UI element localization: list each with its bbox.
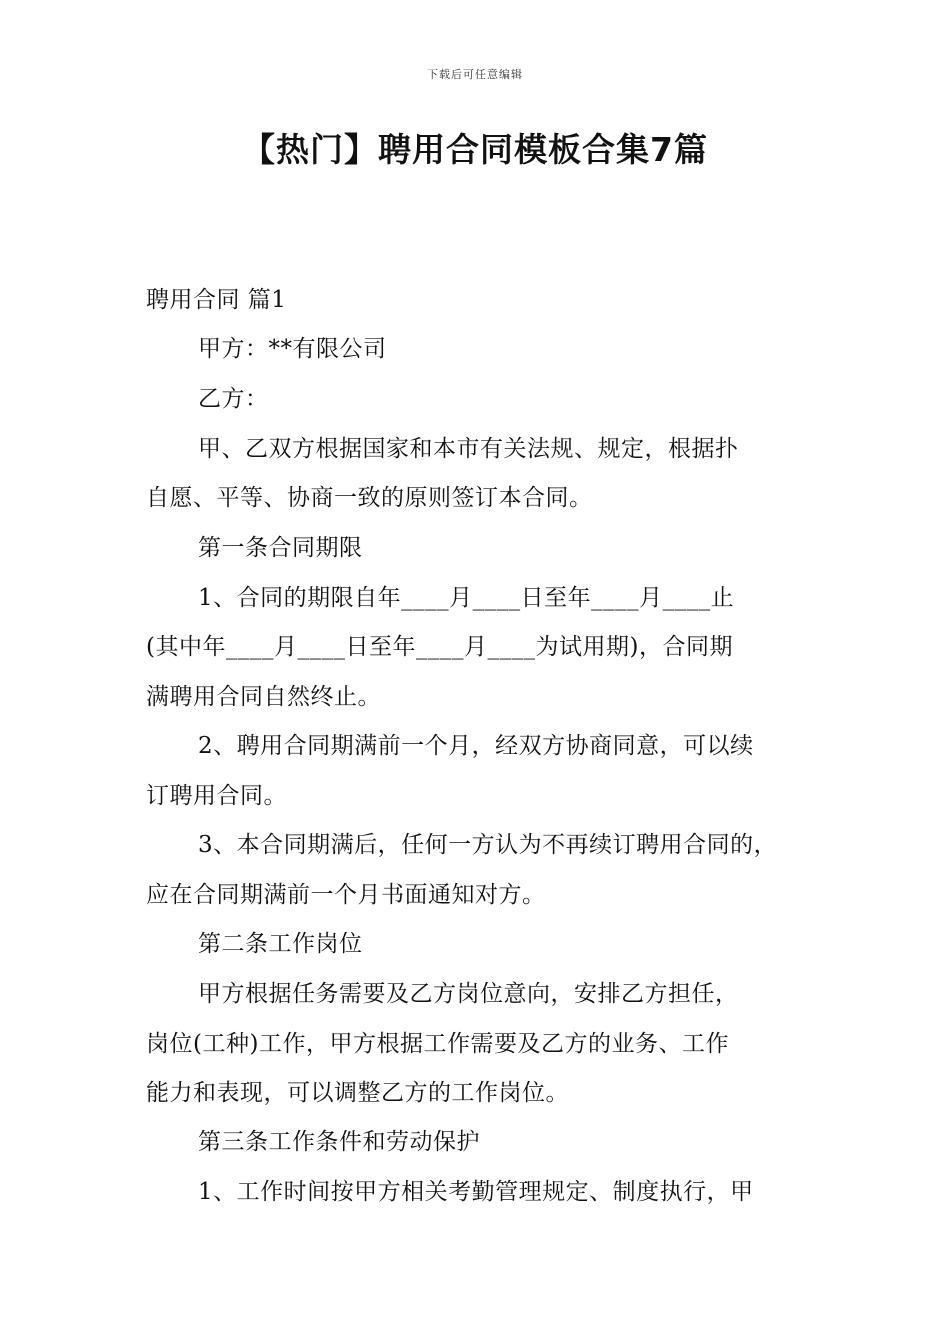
paragraph-line: 2、聘用合同期满前一个月，经双方协商同意，可以续 — [198, 733, 754, 759]
paragraph-line: 甲、乙双方根据国家和本市有关法规、规定，根据扑 — [198, 436, 739, 462]
article-heading: 第二条工作岗位 — [198, 931, 363, 957]
document-title: 【热门】聘用合同模板合集7篇 — [242, 130, 708, 169]
paragraph-line: 满聘用合同自然终止。 — [146, 684, 381, 710]
article-heading: 第一条合同期限 — [198, 535, 363, 561]
paragraph-line: 1、工作时间按甲方相关考勤管理规定、制度执行，甲 — [198, 1179, 754, 1205]
article-heading: 第三条工作条件和劳动保护 — [198, 1129, 480, 1155]
section-heading: 聘用合同 篇1 — [146, 287, 287, 313]
paragraph-line: 岗位(工种)工作，甲方根据工作需要及乙方的业务、工作 — [146, 1031, 729, 1057]
paragraph-line: 1、合同的期限自年____月____日至年____月____止 — [198, 585, 735, 611]
paragraph-line: 自愿、平等、协商一致的原则签订本合同。 — [146, 485, 593, 511]
paragraph-line: (其中年____月____日至年____月____为试用期)，合同期 — [146, 634, 733, 660]
paragraph-line: 甲方根据任务需要及乙方岗位意向，安排乙方担任， — [198, 981, 739, 1007]
party-b-line: 乙方： — [198, 386, 269, 412]
page-header-note: 下载后可任意编辑 — [427, 68, 523, 81]
paragraph-line: 3、本合同期满后，任何一方认为不再续订聘用合同的， — [198, 832, 778, 858]
paragraph-line: 订聘用合同。 — [146, 783, 287, 809]
party-a-line: 甲方：**有限公司 — [198, 336, 387, 362]
paragraph-line: 应在合同期满前一个月书面通知对方。 — [146, 882, 546, 908]
paragraph-line: 能力和表现，可以调整乙方的工作岗位。 — [146, 1080, 569, 1106]
